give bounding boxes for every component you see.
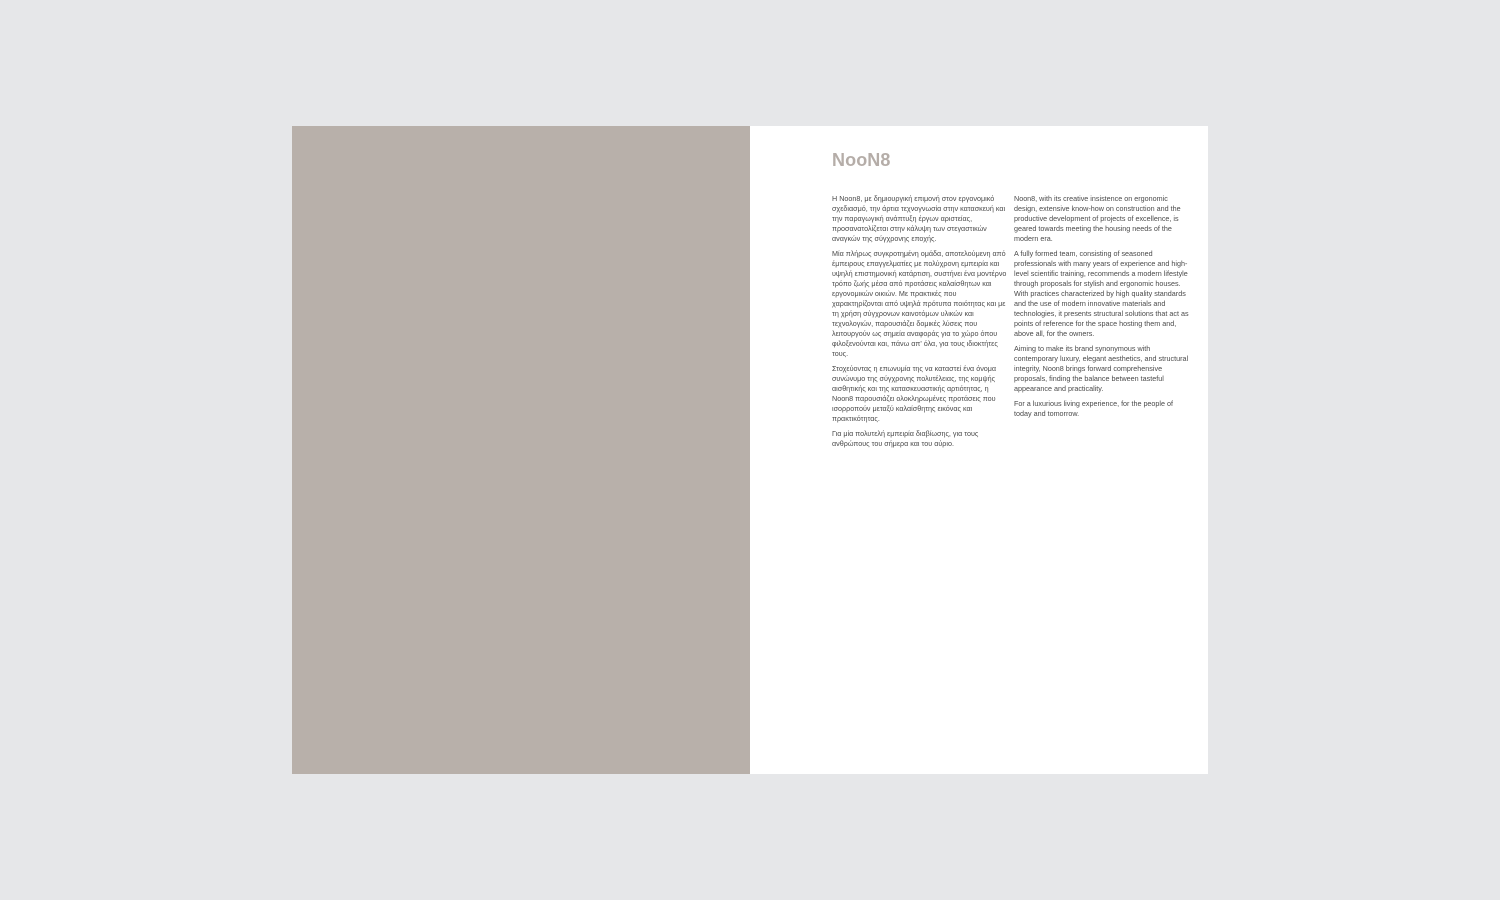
greek-paragraph: Στοχεύοντας η επωνυμία της να καταστεί ένα όνομα συνώνυμο της σύγχρονης πολυτέλειας, της κομψής αισθητικής και της κατασκευαστικής αρτιότητας, η Noon8 παρουσιάζει ολοκληρωμένες προτάσεις που ισορροπούν μεταξύ καλαίσθητης εικόνας και πρακτικότητας. (832, 364, 997, 423)
english-text-column (1014, 194, 1189, 424)
greek-paragraph: Για μία πολυτελή εμπειρία διαβίωσης, για τους ανθρώπους του σήμερα και του αύριο. (832, 429, 979, 448)
english-paragraph: For a luxurious living experience, for the people of today and tomorrow. (1014, 399, 1174, 418)
english-paragraph: A fully formed team, consisting of seasoned professionals with many years of experience and high-level scientific training, recommends a modern lifestyle through proposals for stylish and ergonomic houses. With practices characterized by high quality standards and the use of modern innovative materials and technologies, it presents structural solutions that act as points of reference for the space hosting them and, above all, for the owners. (1014, 249, 1189, 338)
greek-text-column (832, 194, 1007, 454)
page-title: NooN8 (832, 150, 891, 170)
english-paragraph: Noon8, with its creative insistence on ergonomic design, extensive know-how on construction and the productive development of projects of excellence, is geared towards meeting the housing needs of the modern era. (1014, 194, 1181, 243)
right-page (750, 126, 1208, 774)
english-paragraph: Aiming to make its brand synonymous with contemporary luxury, elegant aesthetics, and structural integrity, Noon8 brings forward comprehensive proposals, finding the balance between tasteful appearance and practicality. (1014, 344, 1189, 393)
left-page-color-block (292, 126, 750, 774)
greek-paragraph: Μία πλήρως συγκροτημένη ομάδα, αποτελούμενη από έμπειρους επαγγελματίες με πολύχρονη εμπειρία και υψηλή επιστημονική κατάρτιση, συστήνει ένα μοντέρνο τρόπο ζωής μέσα από προτάσεις καλαίσθητων και εργονομικών οικιών. Με πρακτικές που χαρακτηρίζονται από υψηλά πρότυπα ποιότητας και με τη χρήση σύγχρονων καινοτόμων υλικών και τεχνολογιών, παρουσιάζει δομικές λύσεις που λειτουργούν ως σημεία αναφοράς για το χώρο όπου φιλοξενούνται και, πάνω απ' όλα, για τους ιδιοκτήτες τους. (832, 249, 1007, 358)
greek-paragraph: Η Noon8, με δημιουργική επιμονή στον εργονομικό σχεδιασμό, την άρτια τεχνογνωσία στην κατασκευή και την παραγωγική ανάπτυξη έργων αριστείας, προσανατολίζεται στην κάλυψη των στεγαστικών αναγκών της σύγχρονης εποχής. (832, 194, 1006, 243)
brochure-spread (292, 126, 1208, 774)
